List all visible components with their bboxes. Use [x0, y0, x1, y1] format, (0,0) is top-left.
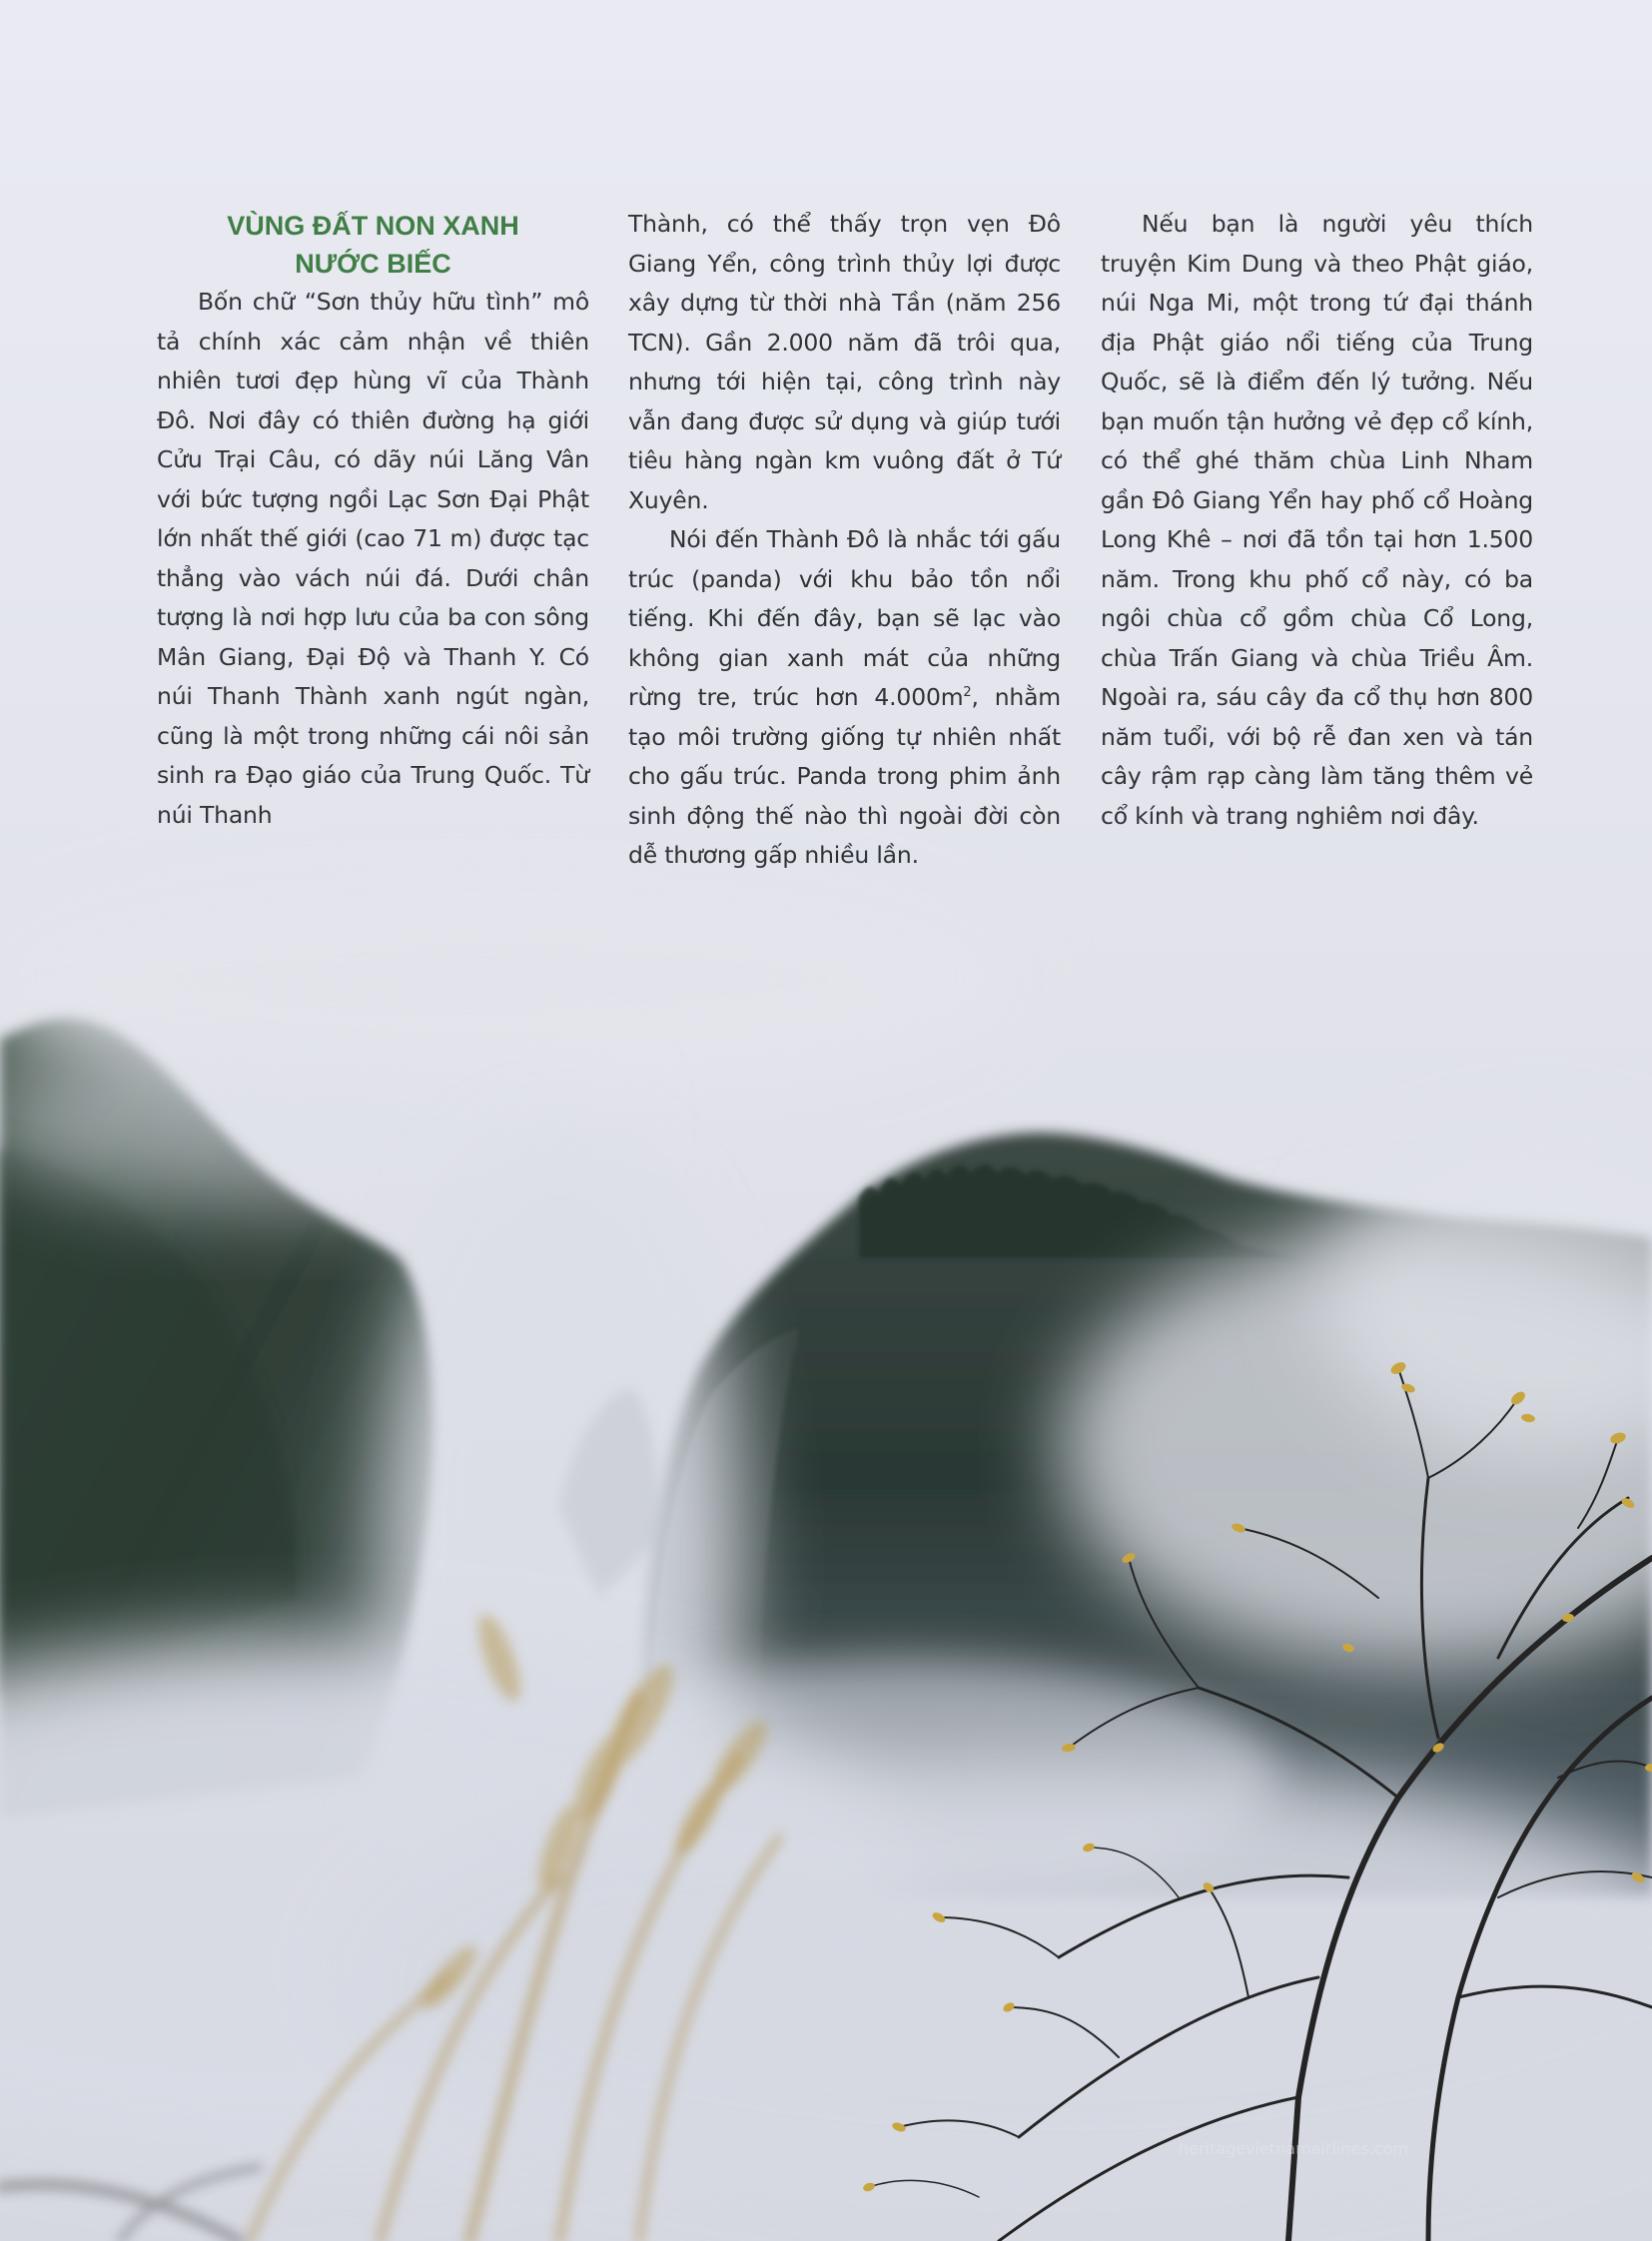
superscript: 2 — [963, 685, 972, 701]
section-heading — [157, 205, 589, 283]
article-column-3 — [1101, 205, 1533, 836]
paragraph-text: Nói đến Thành Đô là nhắc tới gấu trúc (panda) với khu bảo tồn nổi tiếng. Khi đến đây, bạn sẽ lạc vào không gian xanh mát của những rừng tre, trúc hơn 4.000m — [628, 525, 1061, 711]
section-heading-line-1: VÙNG ĐẤT NON XANH — [227, 211, 519, 241]
article-text-block — [157, 205, 1535, 869]
paragraph — [628, 520, 1061, 876]
footer-url: heritagevietnamairlines.com — [1179, 2139, 1408, 2158]
article-column-2 — [628, 205, 1061, 876]
paragraph: Bốn chữ “Sơn thủy hữu tình” mô tả chính xác cảm nhận về thiên nhiên tươi đẹp hùng vĩ của Thành Đô. Nơi đây có thiên đường hạ giới Cửu Trại Câu, có dãy núi Lăng Vân với bức tượng ngồi Lạc Sơn Đại Phật lớn nhất thế giới (cao 71 m) được tạc thẳng vào vách núi đá. Dưới chân tượng là nơi hợp lưu của ba con sông Mân Giang, Đại Độ và Thanh Y. Có núi Thanh Thành xanh ngút ngàn, cũng là một trong những cái nôi sản sinh ra Đạo giáo của Trung Quốc. Từ núi Thanh — [157, 288, 589, 829]
paragraph: Nếu bạn là người yêu thích truyện Kim Dung và theo Phật giáo, núi Nga Mi, một trong tứ đại thánh địa Phật giáo nổi tiếng của Trung Quốc, sẽ là điểm đến lý tưởng. Nếu bạn muốn tận hưởng vẻ đẹp cổ kính, có thể ghé thăm chùa Linh Nham gần Đô Giang Yển hay phố cổ Hoàng Long Khê – nơi đã tồn tại hơn 1.500 năm. Trong khu phố cổ này, có ba ngôi chùa cổ gồm chùa Cổ Long, chùa Trấn Giang và chùa Triều Âm. Ngoài ra, sáu cây đa cổ thụ hơn 800 năm tuổi, với bộ rễ đan xen và tán cây rậm rạp càng làm tăng thêm vẻ cổ kính và trang nghiêm nơi đây. — [1101, 210, 1533, 830]
section-heading-line-2: NƯỚC BIẾC — [295, 249, 451, 279]
paragraph-text: , nhằm tạo môi trường giống tự nhiên nhất cho gấu trúc. Panda trong phim ảnh sinh động thế nào thì ngoài đời còn dễ thương gấp nhiều lần. — [628, 683, 1061, 869]
paragraph: Thành, có thể thấy trọn vẹn Đô Giang Yển, công trình thủy lợi được xây dựng từ thời nhà Tần (năm 256 TCN). Gần 2.000 năm đã trôi qua, nhưng tới hiện tại, công trình này vẫn đang được sử dụng và giúp tưới tiêu hàng ngàn km vuông đất ở Tứ Xuyên. — [628, 210, 1061, 514]
article-column-1 — [157, 205, 589, 835]
